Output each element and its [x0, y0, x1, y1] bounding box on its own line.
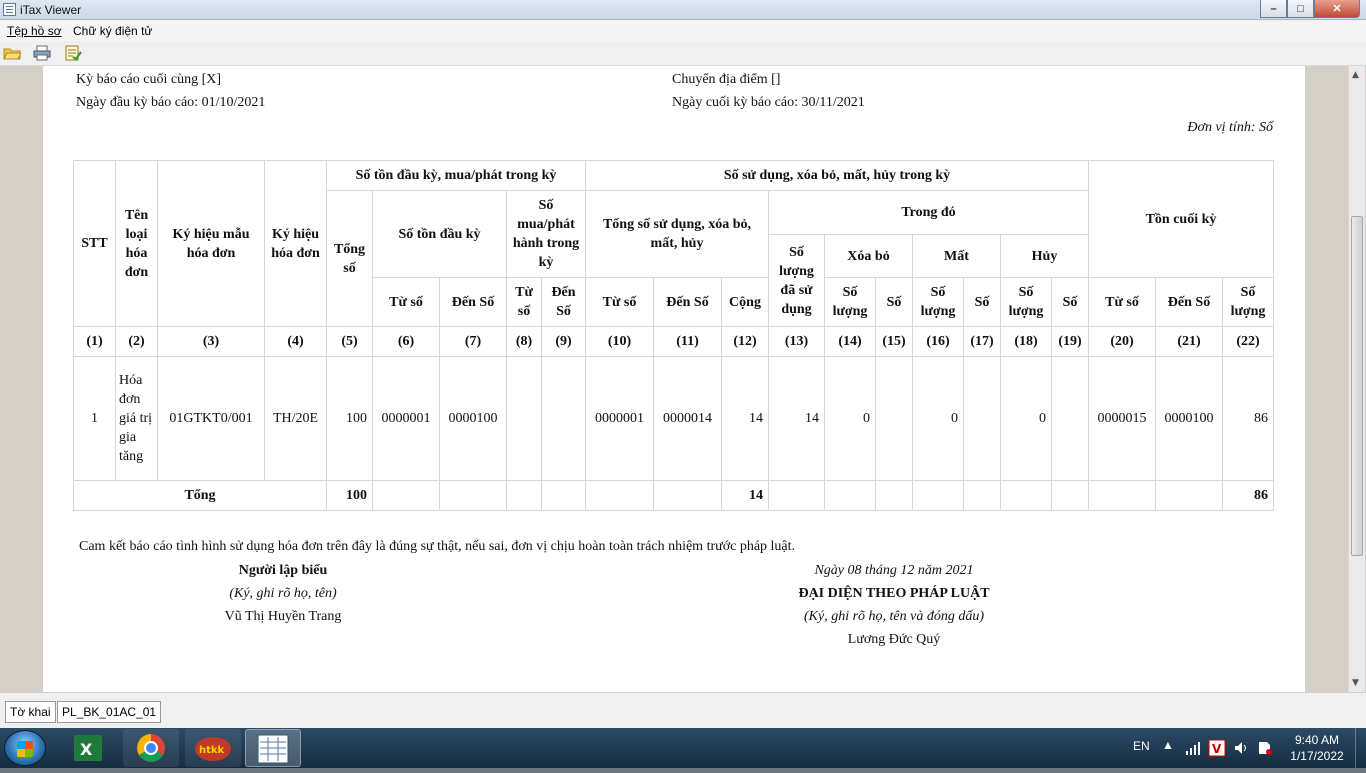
total-used-sum: 14 [722, 481, 769, 511]
svg-text:V: V [1212, 742, 1222, 756]
svg-text:htkk: htkk [199, 745, 225, 756]
col-no: (8) [507, 327, 542, 357]
column-number-row [74, 327, 1274, 357]
th-of-which: Trong đó [769, 191, 1089, 235]
th-opening-purchased: Số tồn đầu kỳ, mua/phát trong kỳ [327, 161, 586, 191]
volume-icon[interactable] [1233, 740, 1249, 756]
relocation-flag: Chuyển địa điểm [] [672, 72, 781, 87]
app-icon [3, 3, 16, 16]
cell-lost-qty: 0 [913, 357, 964, 481]
col-no: (5) [327, 327, 373, 357]
windows-taskbar [0, 728, 1366, 768]
th-deleted: Xóa bỏ [825, 235, 913, 278]
windows-start-icon[interactable] [4, 730, 46, 766]
report-page: Kỳ báo cáo cuối cùng [X] Chuyển địa điểm [] Ngày đầu kỳ báo cáo: 01/10/2021 Ngày cuối kỳ báo cáo: 30/11/2021 Đơn vị tính: Số STT Tên loại hóa đơn Ký hiệu mẫu hóa đơn Ký hiệu hóa đơn Số tồn đầu kỳ, mua/phát trong kỳ Số sử dụng, xóa bỏ, mất, hủy trong kỳ Tồn cuối kỳ Tổng số Số tồn đầu kỳ Số mua/phát hành trong kỳ Tổng số sử dụng, xóa bỏ, mất, hủy Trong đó Số lượng đã sử dụng Xóa bỏ Mất Hủy Từ số Đến Số Từ số Đến Số Từ số Đến Số Cộng Số lượng Số Số lượng Số Số lượng Số Từ số Đến Số Số lượng (1) (2) (3) (4) (5) (6) (7) (8) (9) (10) (11) (12) (13) (14) (15) (16) (17) (18) (19) (20) (21) (22) 1 Hóa đơn giá trị gia tăng 01GTKT0/001 TH/20E 100 0000001 0000100 0000001 0000014 14 14 0 0 0 0000015 0000100 86 Tổng 100 14 86 Cam kết báo cáo tình hình sử dụng hóa đơn trên đây là đúng sự thật, nếu sai, đơn vị chịu hoàn toàn trách nhiệm trước pháp luật. Người lập biểu (Ký, ghi rõ họ, tên) Vũ Thị Huyền Trang Ngày 08 tháng 12 năm 2021 ĐẠI DIỆN THEO PHÁP LUẬT (Ký, ghi rõ họ, tên và đóng dấu) Lương Đức Quý [43, 66, 1305, 692]
col-no: (15) [876, 327, 913, 357]
col-no: (6) [373, 327, 440, 357]
action-center-icon[interactable] [1257, 740, 1273, 756]
cell-purchased-to [542, 357, 586, 481]
toolbar [0, 41, 1366, 66]
col-no: (11) [654, 327, 722, 357]
show-desktop-button[interactable] [1355, 728, 1366, 768]
th-from: Từ số [586, 278, 654, 327]
col-no: (22) [1223, 327, 1274, 357]
cell-destroyed-qty: 0 [1001, 357, 1052, 481]
tab-appendix[interactable]: PL_BK_01AC_01 [57, 701, 161, 723]
final-period-flag: Kỳ báo cáo cuối cùng [X] [76, 72, 222, 87]
taskbar-htkk[interactable] [185, 729, 241, 767]
total-closing-qty: 86 [1223, 481, 1274, 511]
th-used-cancelled: Số sử dụng, xóa bỏ, mất, hủy trong kỳ [586, 161, 1089, 191]
th-number: Số [1052, 278, 1089, 327]
cell-used-to: 0000014 [654, 357, 722, 481]
th-to: Đến Số [1156, 278, 1223, 327]
unit-label: Đơn vị tính: Số [1187, 120, 1273, 135]
minimize-button[interactable]: – [1260, 0, 1287, 18]
commitment-text: Cam kết báo cáo tình hình sử dụng hóa đơn trên đây là đúng sự thật, nếu sai, đơn vị chịu hoàn toàn trách nhiệm trước pháp luật. [79, 539, 796, 554]
network-signal-icon[interactable] [1185, 740, 1201, 756]
col-no: (1) [74, 327, 116, 357]
close-button[interactable]: ✕ [1314, 0, 1360, 18]
tab-to-khai[interactable]: Tờ khai [5, 701, 56, 723]
th-from: Từ số [373, 278, 440, 327]
cell-total: 100 [327, 357, 373, 481]
show-hidden-icons[interactable]: ▲ [1162, 738, 1174, 752]
col-no: (18) [1001, 327, 1052, 357]
cell-deleted-no [876, 357, 913, 481]
invoice-usage-table [73, 160, 1274, 511]
cell-invoice-symbol: TH/20E [265, 357, 327, 481]
th-closing-balance: Tồn cuối kỳ [1089, 161, 1274, 278]
taskbar-chrome[interactable] [123, 729, 179, 767]
cell-used-sum: 14 [722, 357, 769, 481]
col-no: (19) [1052, 327, 1089, 357]
th-destroyed: Hủy [1001, 235, 1089, 278]
window-title: iTax Viewer [20, 3, 82, 17]
th-to: Đến Số [440, 278, 507, 327]
col-no: (3) [158, 327, 265, 357]
total-row [74, 481, 1274, 511]
col-no: (9) [542, 327, 586, 357]
th-template-code: Ký hiệu mẫu hóa đơn [158, 161, 265, 327]
col-no: (21) [1156, 327, 1223, 357]
th-to: Đến Số [654, 278, 722, 327]
cell-stt: 1 [74, 357, 116, 481]
th-number: Số [964, 278, 1001, 327]
scroll-down-icon[interactable]: ▼ [1352, 678, 1359, 688]
sign-document-icon[interactable] [64, 45, 82, 61]
menu-file[interactable]: Tệp hồ sơ [7, 24, 62, 38]
th-total-used: Tổng số sử dụng, xóa bỏ, mất, hủy [586, 191, 769, 278]
document-area [0, 66, 1366, 692]
th-quantity-used: Số lượng đã sử dụng [769, 235, 825, 327]
th-quantity: Số lượng [1001, 278, 1052, 327]
taskbar-itax-viewer[interactable] [245, 729, 301, 767]
table-row [74, 357, 1274, 481]
taskbar-excel[interactable] [60, 729, 116, 767]
th-stt: STT [74, 161, 116, 327]
cell-template-code: 01GTKT0/001 [158, 357, 265, 481]
th-lost: Mất [913, 235, 1001, 278]
period-start-date: Ngày đầu kỳ báo cáo: 01/10/2021 [76, 95, 266, 110]
clock-time[interactable]: 9:40 AM [1294, 733, 1340, 747]
cell-closing-to: 0000100 [1156, 357, 1223, 481]
cell-quantity-used: 14 [769, 357, 825, 481]
total-sum: 100 [327, 481, 373, 511]
th-total: Tổng số [327, 191, 373, 327]
cell-invoice-type: Hóa đơn giá trị gia tăng [116, 357, 158, 481]
th-from: Từ số [1089, 278, 1156, 327]
col-no: (7) [440, 327, 507, 357]
period-end-date: Ngày cuối kỳ báo cáo: 30/11/2021 [672, 95, 865, 110]
th-quantity: Số lượng [1223, 278, 1274, 327]
chrome-icon [123, 729, 179, 767]
th-invoice-symbol: Ký hiệu hóa đơn [265, 161, 327, 327]
total-label: Tổng [74, 481, 327, 511]
cell-closing-qty: 86 [1223, 357, 1274, 481]
excel-icon [60, 729, 116, 767]
vertical-scrollbar[interactable] [1348, 66, 1365, 692]
cell-used-from: 0000001 [586, 357, 654, 481]
scroll-thumb[interactable] [1351, 216, 1363, 556]
col-no: (12) [722, 327, 769, 357]
cell-opening-to: 0000100 [440, 357, 507, 481]
cell-deleted-qty: 0 [825, 357, 876, 481]
th-quantity: Số lượng [913, 278, 964, 327]
menu-digital-signature[interactable]: Chữ ký điện tử [73, 24, 153, 38]
menu-bar [0, 21, 1366, 41]
cell-purchased-from [507, 357, 542, 481]
cell-destroyed-no [1052, 357, 1089, 481]
sheet-tabs-bar [0, 692, 1366, 728]
th-quantity: Số lượng [825, 278, 876, 327]
print-icon[interactable] [33, 45, 51, 61]
itax-viewer-icon [246, 730, 302, 768]
input-language[interactable]: EN [1133, 739, 1150, 753]
svg-text:X: X [80, 740, 93, 759]
title-bar[interactable] [0, 0, 1366, 20]
cell-lost-no [964, 357, 1001, 481]
cell-closing-from: 0000015 [1089, 357, 1156, 481]
col-no: (13) [769, 327, 825, 357]
col-no: (10) [586, 327, 654, 357]
antivirus-icon[interactable] [1208, 739, 1226, 757]
col-no: (16) [913, 327, 964, 357]
th-opening-balance: Số tồn đầu kỳ [373, 191, 507, 278]
col-no: (20) [1089, 327, 1156, 357]
th-from: Từ số [507, 278, 542, 327]
maximize-button[interactable]: □ [1287, 0, 1314, 18]
th-to: Đến Số [542, 278, 586, 327]
col-no: (14) [825, 327, 876, 357]
th-invoice-type: Tên loại hóa đơn [116, 161, 158, 327]
htkk-icon [185, 729, 241, 767]
scroll-up-icon[interactable]: ▲ [1352, 70, 1359, 80]
open-folder-icon[interactable] [3, 45, 21, 61]
col-no: (2) [116, 327, 158, 357]
th-purchased-issued: Số mua/phát hành trong kỳ [507, 191, 586, 278]
th-sum: Cộng [722, 278, 769, 327]
col-no: (4) [265, 327, 327, 357]
cell-opening-from: 0000001 [373, 357, 440, 481]
clock-date[interactable]: 1/17/2022 [1290, 749, 1344, 763]
col-no: (17) [964, 327, 1001, 357]
th-number: Số [876, 278, 913, 327]
